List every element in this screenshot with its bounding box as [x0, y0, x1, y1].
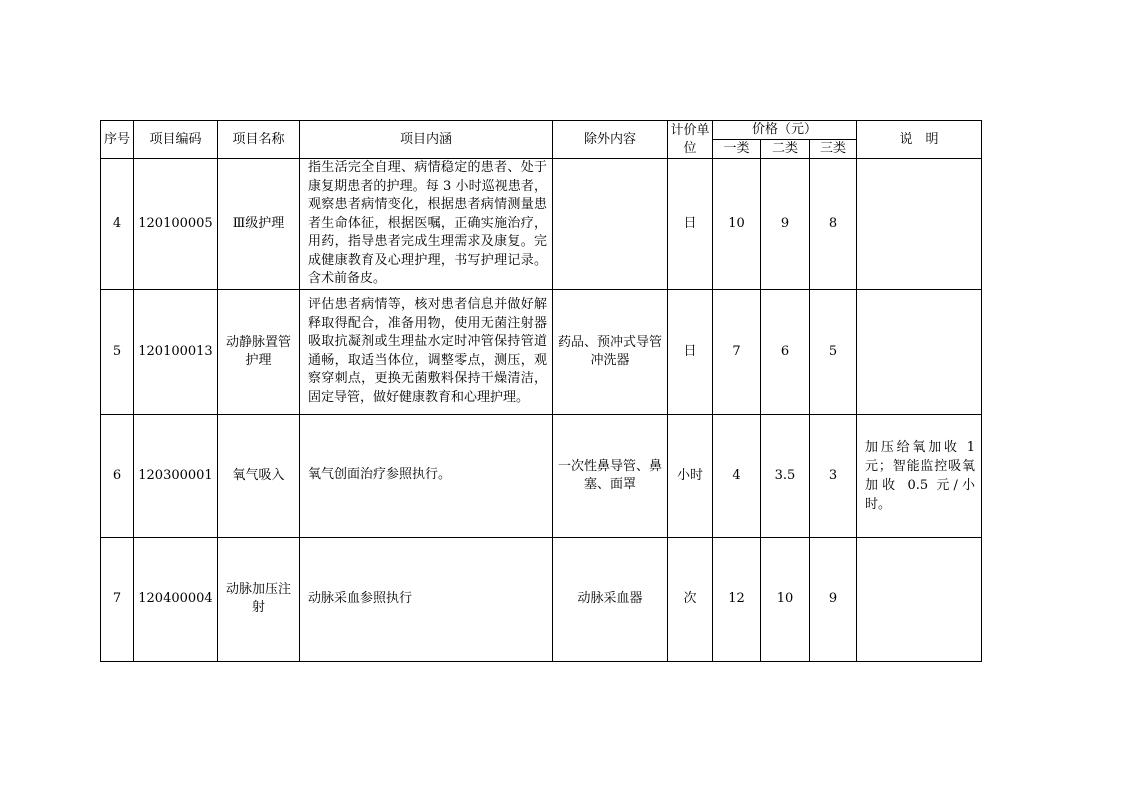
table-row	[101, 289, 982, 414]
cell-price-class1: 4	[713, 414, 761, 537]
cell-name: Ⅲ级护理	[218, 159, 300, 290]
cell-seq: 6	[101, 414, 134, 537]
cell-price-class2: 10	[761, 537, 810, 661]
header-seq: 序号	[101, 121, 134, 159]
cell-code: 120100005	[134, 159, 218, 290]
cell-name: 动脉加压注射	[218, 537, 300, 661]
cell-seq: 4	[101, 159, 134, 290]
cell-content: 动脉采血参照执行	[300, 537, 553, 661]
cell-content: 评估患者病情等，核对患者信息并做好解释取得配合，准备用物，使用无菌注射器吸取抗凝剂或生理盐水定时冲管保持管道通畅，取适当体位，调整零点，测压，观察穿刺点，更换无菌敷料保持干燥清洁，固定导管，做好健康教育和心理护理。	[300, 289, 553, 414]
cell-code: 120300001	[134, 414, 218, 537]
table-row	[101, 159, 982, 290]
cell-exclude: 药品、预冲式导管冲洗器	[553, 289, 668, 414]
header-class1: 一类	[713, 140, 761, 159]
cell-seq: 7	[101, 537, 134, 661]
cell-price-class2: 9	[761, 159, 810, 290]
cell-note	[857, 159, 982, 290]
cell-price-class3: 3	[810, 414, 857, 537]
cell-code: 120100013	[134, 289, 218, 414]
header-note: 说 明	[857, 121, 982, 159]
cell-price-class1: 7	[713, 289, 761, 414]
header-row	[101, 121, 982, 140]
header-class3: 三类	[810, 140, 857, 159]
cell-price-class3: 5	[810, 289, 857, 414]
cell-price-class1: 10	[713, 159, 761, 290]
cell-unit: 日	[668, 289, 713, 414]
cell-price-class3: 8	[810, 159, 857, 290]
cell-unit: 次	[668, 537, 713, 661]
cell-note: 加压给氧加收 1 元；智能监控吸氧加收 0.5 元/小时。	[857, 414, 982, 537]
cell-exclude: 一次性鼻导管、鼻塞、面罩	[553, 414, 668, 537]
cell-exclude	[553, 159, 668, 290]
price-table	[100, 120, 982, 662]
table-row	[101, 414, 982, 537]
cell-unit: 小时	[668, 414, 713, 537]
header-exclude: 除外内容	[553, 121, 668, 159]
table-row	[101, 537, 982, 661]
cell-note	[857, 537, 982, 661]
cell-exclude: 动脉采血器	[553, 537, 668, 661]
cell-name: 氧气吸入	[218, 414, 300, 537]
cell-seq: 5	[101, 289, 134, 414]
cell-unit: 日	[668, 159, 713, 290]
cell-price-class3: 9	[810, 537, 857, 661]
header-name: 项目名称	[218, 121, 300, 159]
header-content: 项目内涵	[300, 121, 553, 159]
cell-content: 指生活完全自理、病情稳定的患者、处于康复期患者的护理。每 3 小时巡视患者，观察患者病情变化，根据患者病情测量患者生命体征，根据医嘱，正确实施治疗，用药，指导患者完成生理需求及康复。完成健康教育及心理护理，书写护理记录。含术前备皮。	[300, 159, 553, 290]
cell-price-class2: 3.5	[761, 414, 810, 537]
header-code: 项目编码	[134, 121, 218, 159]
cell-note	[857, 289, 982, 414]
header-unit: 计价单位	[668, 121, 713, 159]
header-class2: 二类	[761, 140, 810, 159]
cell-price-class2: 6	[761, 289, 810, 414]
header-price: 价格（元）	[713, 121, 857, 140]
cell-code: 120400004	[134, 537, 218, 661]
cell-name: 动静脉置管护理	[218, 289, 300, 414]
cell-price-class1: 12	[713, 537, 761, 661]
cell-content: 氧气创面治疗参照执行。	[300, 414, 553, 537]
